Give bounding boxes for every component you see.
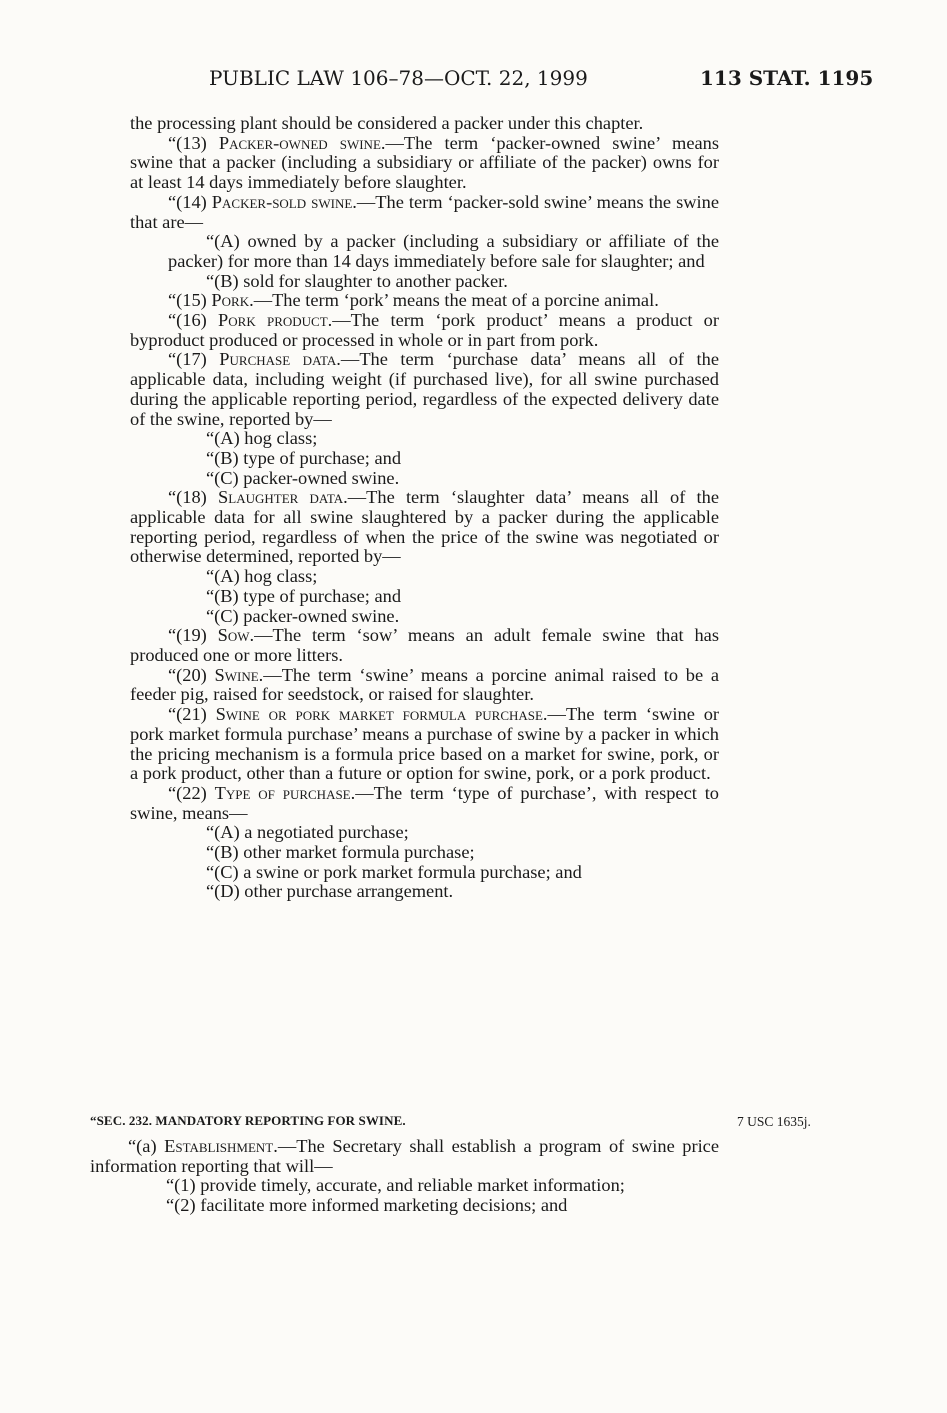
usc-margin-note: 7 USC 1635j. <box>737 1114 811 1129</box>
definition-body: —The term ‘pork’ means the meat of a porcine animal. <box>253 290 659 311</box>
list-item: “(C) packer-owned swine. <box>206 467 400 488</box>
list-item: “(B) other market formula purchase; <box>206 842 475 863</box>
definition-term: Swine or pork market formula purchase. <box>215 704 548 725</box>
definition-22 <box>130 784 719 823</box>
subparagraph: “(A) owned by a packer (including a subsidiary or affiliate of the packer) for more than 14 days immediately before sale for slaughter; and <box>168 231 719 271</box>
running-header-title: PUBLIC LAW 106–78—OCT. 22, 1999 <box>209 66 588 90</box>
definition-term: Sow. <box>217 625 255 646</box>
list-item: “(C) packer-owned swine. <box>206 605 400 626</box>
definition-body: —The term ‘swine or pork market formula purchase’ means a purchase of swine by a packer in which the pricing mechanism is a formula price based on a market for swine, pork, or a pork product, other than a future or option for swine, pork, or a pork product. <box>130 704 720 784</box>
paragraph-item: “(1) provide timely, accurate, and reliable market information; <box>166 1175 625 1196</box>
definition-17 <box>130 350 719 429</box>
definition-body: —The term ‘sow’ means an adult female swine that has produced one or more litters. <box>130 625 719 665</box>
definition-19 <box>130 626 719 665</box>
definition-21 <box>130 705 719 784</box>
definition-18 <box>130 488 719 567</box>
definition-body: —The term ‘slaughter data’ means all of the applicable data for all swine slaughtered by a packer during the applicable reporting period, regardless of when the price of the swine was negotiated or otherwise determined, reported by— <box>130 487 720 567</box>
list-item: “(A) hog class; <box>206 428 318 449</box>
list-item: “(B) type of purchase; and <box>206 447 402 468</box>
list-item: “(A) hog class; <box>206 566 318 587</box>
definition-number: “(15) <box>168 290 212 311</box>
definition-body: —The term ‘swine’ means a porcine animal raised to be a feeder pig, raised for seedstock, or raised for slaughter. <box>130 664 719 705</box>
definition-number: “(22) <box>168 782 215 803</box>
subparagraph: “(B) sold for slaughter to another packer. <box>206 270 508 291</box>
definition-term: Purchase data. <box>219 349 341 370</box>
definition-number: “(13) <box>168 132 219 153</box>
section-heading: “SEC. 232. MANDATORY REPORTING FOR SWINE. <box>90 1113 406 1128</box>
definition-20 <box>130 666 719 705</box>
definition-term: Pork. <box>211 290 254 311</box>
definition-14 <box>130 193 719 232</box>
definition-15 <box>130 291 719 311</box>
subsection-body: —The Secretary shall establish a program of swine price information reporting that will— <box>90 1136 720 1176</box>
definition-body: —The term ‘purchase data’ means all of the applicable data, including weight (if purchased live), for all swine purchased during the applicable reporting period, regardless of the expected delivery date of the swine, reported by— <box>130 349 720 429</box>
definition-16 <box>130 311 719 350</box>
definition-term: Swine. <box>214 664 264 685</box>
definition-number: “(19) <box>168 625 218 646</box>
definition-term: Slaughter data. <box>218 487 348 508</box>
definition-number: “(17) <box>168 349 220 370</box>
definition-number: “(20) <box>168 664 215 685</box>
definition-term: Packer-sold swine. <box>211 191 357 212</box>
definition-term: Type of purchase. <box>214 782 356 803</box>
definition-body: —The term ‘packer-sold swine’ means the swine that are— <box>130 191 719 232</box>
subsection-number: “(a) <box>128 1136 165 1156</box>
definition-term: Packer-owned swine. <box>218 132 386 153</box>
subsection-term: Establishment. <box>164 1136 278 1156</box>
list-item: “(B) type of purchase; and <box>206 585 402 606</box>
section-232-text <box>90 1137 719 1216</box>
subsection-a <box>90 1137 719 1176</box>
running-header <box>0 66 947 90</box>
subparagraph: “(C) a swine or pork market formula purchase; and <box>206 861 582 882</box>
list-item: “(D) other purchase arrangement. <box>206 881 454 902</box>
list-item: “(A) a negotiated purchase; <box>206 822 409 843</box>
statute-page-citation: 113 STAT. 1195 <box>700 66 874 90</box>
definitions-text <box>130 114 719 902</box>
definition-number: “(21) <box>168 704 216 725</box>
definition-body: —The term ‘pork product’ means a product or byproduct produced or processed in whole or in part from pork. <box>130 310 719 350</box>
definition-13 <box>130 134 719 193</box>
definition-term: Pork product. <box>218 310 333 331</box>
definition-number: “(18) <box>168 487 219 508</box>
definition-body: —The term ‘type of purchase’, with respect to swine, means— <box>130 782 719 823</box>
paragraph-continuation: the processing plant should be considered a packer under this chapter. <box>130 113 644 133</box>
definition-number: “(16) <box>168 310 219 331</box>
paragraph-item: “(2) facilitate more informed marketing decisions; and <box>166 1195 568 1216</box>
definition-number: “(14) <box>168 191 212 212</box>
definition-body: —The term ‘packer-owned swine’ means swine that a packer (including a subsidiary or affiliate of the packer) owns for at least 14 days immediately before slaughter. <box>130 132 719 193</box>
